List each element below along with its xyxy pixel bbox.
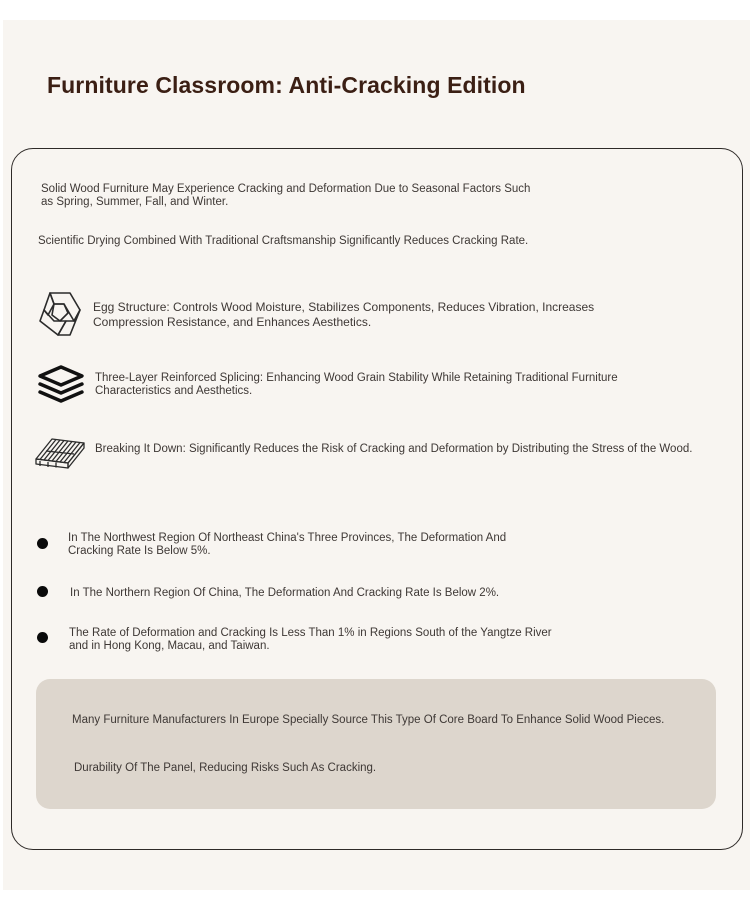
rate-south-text: The Rate of Deformation and Cracking Is Less Than 1% in Regions South of the Yangtze River and in Hong Kong, Macau, and Taiwan. — [69, 627, 552, 652]
note-europe-text: Many Furniture Manufacturers In Europe Specially Source This Type Of Core Board To Enhance Solid Wood Pieces. — [72, 714, 665, 726]
page — [3, 20, 750, 890]
rate-north-text: In The Northern Region Of China, The Deformation And Cracking Rate Is Below 2%. — [70, 587, 500, 599]
note-box — [36, 679, 716, 809]
rate-northeast-text: In The Northwest Region Of Northeast China's Three Provinces, The Deformation And Cracking Rate Is Below 5%. — [68, 532, 507, 557]
wood-board-icon — [34, 435, 86, 471]
page-title: Furniture Classroom: Anti-Cracking Edition — [47, 72, 526, 98]
feature-breaking-down-text: Breaking It Down: Significantly Reduces the Risk of Cracking and Deformation by Distributing the Stress of the Wood. — [95, 443, 693, 455]
note-durability-text: Durability Of The Panel, Reducing Risks Such As Cracking. — [74, 762, 377, 774]
layers-icon — [36, 364, 86, 404]
feature-layered-splicing-text: Three-Layer Reinforced Splicing: Enhancing Wood Grain Stability While Retaining Traditional Furniture Characteristics and Aesthetics. — [95, 372, 618, 397]
bullet-dot — [37, 632, 48, 643]
bullet-dot — [37, 538, 48, 549]
content-card — [11, 148, 743, 850]
intro-text-drying: Scientific Drying Combined With Traditional Craftsmanship Significantly Reduces Cracking Rate. — [38, 235, 529, 247]
bullet-dot — [37, 586, 48, 597]
intro-text-seasonal: Solid Wood Furniture May Experience Cracking and Deformation Due to Seasonal Factors Such as Spring, Summer, Fall, and Winter. — [41, 183, 531, 208]
feature-egg-structure-text: Egg Structure: Controls Wood Moisture, Stabilizes Components, Reduces Vibration, Increases Compression Resistance, and Enhances Aesthetics. — [93, 300, 595, 329]
egg-structure-icon — [36, 291, 84, 337]
